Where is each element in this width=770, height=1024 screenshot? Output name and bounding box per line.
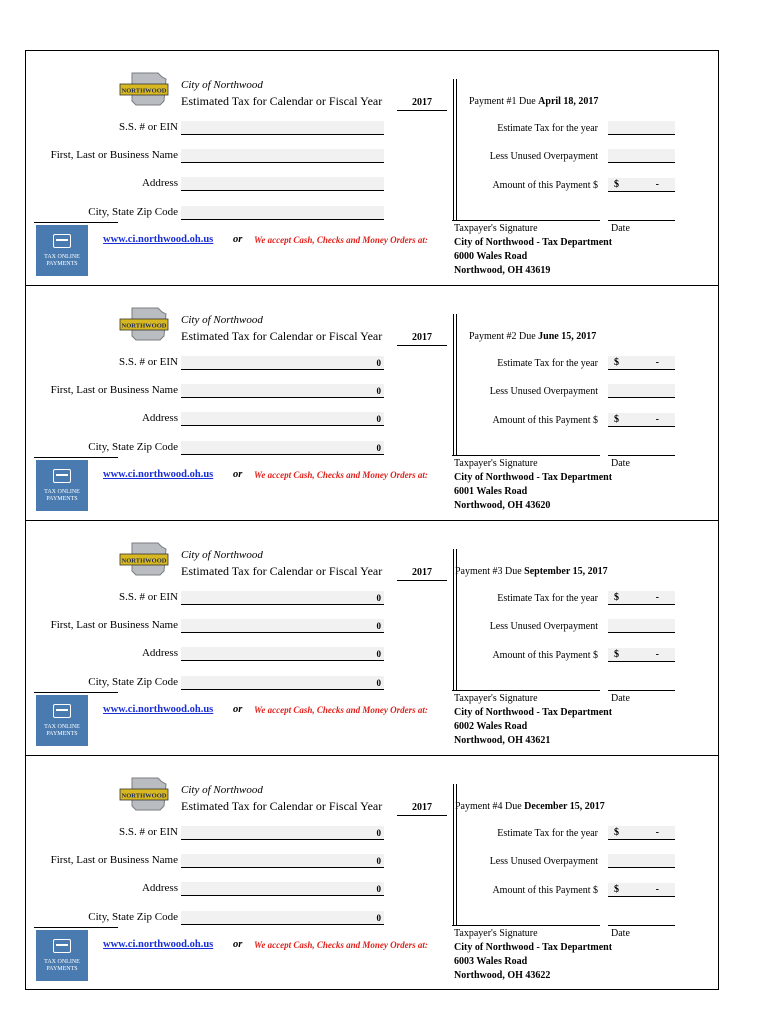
- unused-overpayment-label: Less Unused Overpayment: [489, 621, 598, 632]
- payment-amount-field[interactable]: [608, 413, 675, 427]
- address-field[interactable]: [181, 177, 384, 191]
- tax-online-payments-badge[interactable]: [36, 695, 88, 746]
- date-line[interactable]: [608, 455, 675, 456]
- street-address: 6003 Wales Road: [454, 956, 528, 967]
- address-label: Address: [141, 412, 178, 424]
- city-zip: Northwood, OH 43619: [454, 265, 551, 276]
- amount-dash: -: [655, 884, 659, 895]
- name-field[interactable]: 0: [181, 854, 384, 868]
- badge-text: TAX ONLINE PAYMENTS: [44, 254, 80, 267]
- amount-dash: -: [655, 357, 659, 368]
- northwood-logo-icon: [118, 776, 170, 812]
- payment-due: [455, 566, 608, 577]
- payment-amount-field[interactable]: [608, 883, 675, 897]
- payment-amount-label: Amount of this Payment $: [492, 650, 598, 661]
- city-title: City of Northwood: [181, 549, 263, 561]
- estimated-title: Estimated Tax for Calendar or Fiscal Year: [181, 799, 383, 813]
- unused-overpayment-field[interactable]: [608, 854, 675, 868]
- amount-dash: -: [655, 827, 659, 838]
- payment-due: [469, 96, 598, 107]
- payment-due-date: April 18, 2017: [538, 96, 599, 107]
- payment-amount-label: Amount of this Payment $: [492, 415, 598, 426]
- payment-due-date: June 15, 2017: [538, 331, 597, 342]
- currency-symbol: $: [614, 649, 619, 660]
- signature-label: Taxpayer's Signature: [454, 928, 538, 939]
- currency-symbol: $: [614, 414, 619, 425]
- payment-prefix: Payment #1 Due: [469, 96, 539, 107]
- accept-payment-text: We accept Cash, Checks and Money Orders at:: [254, 940, 428, 950]
- payment-due-date: September 15, 2017: [524, 566, 608, 577]
- northwood-logo-icon: [118, 306, 170, 342]
- ssn-field[interactable]: 0: [181, 591, 384, 605]
- ssn-label: S.S. # or EIN: [119, 591, 178, 603]
- ssn-label: S.S. # or EIN: [119, 826, 178, 838]
- department-name: City of Northwood - Tax Department: [454, 472, 613, 483]
- badge-text: TAX ONLINE PAYMENTS: [44, 724, 80, 737]
- city-state-zip-field[interactable]: 0: [181, 911, 384, 925]
- currency-symbol: $: [614, 592, 619, 603]
- street-address: 6002 Wales Road: [454, 721, 528, 732]
- street-address: 6001 Wales Road: [454, 486, 528, 497]
- payment-coupon: [25, 50, 719, 285]
- or-text: or: [233, 704, 243, 715]
- website-link[interactable]: www.ci.northwood.oh.us: [103, 704, 214, 715]
- city-title: City of Northwood: [181, 784, 263, 796]
- ssn-label: S.S. # or EIN: [119, 121, 178, 133]
- northwood-logo-icon: [118, 541, 170, 577]
- name-label: First, Last or Business Name: [50, 619, 178, 631]
- signature-label: Taxpayer's Signature: [454, 693, 538, 704]
- city-zip: Northwood, OH 43620: [454, 500, 551, 511]
- payment-prefix: Payment #3 Due: [455, 566, 525, 577]
- payment-amount-field[interactable]: [608, 178, 675, 192]
- date-label: Date: [611, 693, 630, 704]
- payment-coupon: [25, 520, 719, 755]
- ssn-field[interactable]: [181, 121, 384, 135]
- unused-overpayment-field[interactable]: [608, 384, 675, 398]
- address-field[interactable]: 0: [181, 647, 384, 661]
- estimate-tax-field[interactable]: [608, 826, 675, 840]
- payment-coupon: [25, 285, 719, 520]
- divider: [34, 692, 118, 693]
- city-state-zip-label: City, State Zip Code: [88, 911, 178, 923]
- date-line[interactable]: [608, 690, 675, 691]
- unused-overpayment-field[interactable]: [608, 619, 675, 633]
- tax-year: 2017: [397, 801, 447, 816]
- estimate-tax-label: Estimate Tax for the year: [497, 828, 598, 839]
- tax-year: 2017: [397, 566, 447, 581]
- city-zip: Northwood, OH 43622: [454, 970, 551, 981]
- signature-line[interactable]: [452, 455, 600, 456]
- unused-overpayment-label: Less Unused Overpayment: [489, 856, 598, 867]
- city-state-zip-label: City, State Zip Code: [88, 676, 178, 688]
- divider: [453, 79, 457, 221]
- payment-due: [469, 331, 596, 342]
- accept-payment-text: We accept Cash, Checks and Money Orders at:: [254, 470, 428, 480]
- tax-year: 2017: [397, 96, 447, 111]
- website-link[interactable]: www.ci.northwood.oh.us: [103, 234, 214, 245]
- logo-text: NORTHWOOD: [121, 322, 167, 330]
- payment-prefix: Payment #4 Due: [455, 801, 525, 812]
- northwood-logo-icon: [118, 71, 170, 107]
- estimate-tax-label: Estimate Tax for the year: [497, 593, 598, 604]
- website-link[interactable]: www.ci.northwood.oh.us: [103, 939, 214, 950]
- payment-due: [455, 801, 605, 812]
- department-name: City of Northwood - Tax Department: [454, 237, 613, 248]
- date-label: Date: [611, 458, 630, 469]
- city-state-zip-label: City, State Zip Code: [88, 441, 178, 453]
- name-field[interactable]: 0: [181, 619, 384, 633]
- unused-overpayment-label: Less Unused Overpayment: [489, 151, 598, 162]
- credit-card-icon: [53, 234, 71, 248]
- credit-card-icon: [53, 939, 71, 953]
- city-state-zip-field[interactable]: 0: [181, 676, 384, 690]
- street-address: 6000 Wales Road: [454, 251, 528, 262]
- amount-dash: -: [655, 414, 659, 425]
- ssn-field[interactable]: 0: [181, 826, 384, 840]
- estimated-title: Estimated Tax for Calendar or Fiscal Year: [181, 94, 383, 108]
- estimate-tax-field[interactable]: [608, 591, 675, 605]
- unused-overpayment-field[interactable]: [608, 149, 675, 163]
- divider: [34, 927, 118, 928]
- currency-symbol: $: [614, 827, 619, 838]
- date-line[interactable]: [608, 220, 675, 221]
- signature-label: Taxpayer's Signature: [454, 458, 538, 469]
- ssn-label: S.S. # or EIN: [119, 356, 178, 368]
- signature-label: Taxpayer's Signature: [454, 223, 538, 234]
- logo-text: NORTHWOOD: [121, 557, 167, 565]
- payment-amount-label: Amount of this Payment $: [492, 885, 598, 896]
- currency-symbol: $: [614, 357, 619, 368]
- currency-symbol: $: [614, 179, 619, 190]
- divider: [453, 314, 457, 456]
- department-name: City of Northwood - Tax Department: [454, 942, 613, 953]
- estimated-title: Estimated Tax for Calendar or Fiscal Year: [181, 329, 383, 343]
- signature-line[interactable]: [452, 690, 600, 691]
- accept-payment-text: We accept Cash, Checks and Money Orders at:: [254, 235, 428, 245]
- estimate-tax-field[interactable]: [608, 121, 675, 135]
- currency-symbol: $: [614, 884, 619, 895]
- payment-coupon: [25, 755, 719, 990]
- name-label: First, Last or Business Name: [50, 854, 178, 866]
- city-title: City of Northwood: [181, 79, 263, 91]
- accept-payment-text: We accept Cash, Checks and Money Orders at:: [254, 705, 428, 715]
- divider: [453, 784, 457, 926]
- city-state-zip-field[interactable]: [181, 206, 384, 220]
- address-label: Address: [141, 647, 178, 659]
- tax-online-payments-badge[interactable]: [36, 225, 88, 276]
- payment-amount-label: Amount of this Payment $: [492, 180, 598, 191]
- website-link[interactable]: www.ci.northwood.oh.us: [103, 469, 214, 480]
- city-zip: Northwood, OH 43621: [454, 735, 551, 746]
- payment-due-date: December 15, 2017: [524, 801, 605, 812]
- estimated-title: Estimated Tax for Calendar or Fiscal Year: [181, 564, 383, 578]
- signature-line[interactable]: [452, 220, 600, 221]
- signature-line[interactable]: [452, 925, 600, 926]
- date-line[interactable]: [608, 925, 675, 926]
- address-label: Address: [141, 177, 178, 189]
- amount-dash: -: [655, 592, 659, 603]
- date-label: Date: [611, 928, 630, 939]
- unused-overpayment-label: Less Unused Overpayment: [489, 386, 598, 397]
- credit-card-icon: [53, 704, 71, 718]
- estimate-tax-field[interactable]: [608, 356, 675, 370]
- estimate-tax-label: Estimate Tax for the year: [497, 358, 598, 369]
- name-field[interactable]: [181, 149, 384, 163]
- ssn-field[interactable]: 0: [181, 356, 384, 370]
- logo-text: NORTHWOOD: [121, 792, 167, 800]
- address-field[interactable]: 0: [181, 412, 384, 426]
- estimate-tax-label: Estimate Tax for the year: [497, 123, 598, 134]
- divider: [453, 549, 457, 691]
- city-state-zip-field[interactable]: 0: [181, 441, 384, 455]
- name-label: First, Last or Business Name: [50, 384, 178, 396]
- amount-dash: -: [655, 179, 659, 190]
- city-title: City of Northwood: [181, 314, 263, 326]
- name-field[interactable]: 0: [181, 384, 384, 398]
- or-text: or: [233, 234, 243, 245]
- department-name: City of Northwood - Tax Department: [454, 707, 613, 718]
- badge-text: TAX ONLINE PAYMENTS: [44, 959, 80, 972]
- amount-dash: -: [655, 649, 659, 660]
- address-field[interactable]: 0: [181, 882, 384, 896]
- tax-online-payments-badge[interactable]: [36, 460, 88, 511]
- name-label: First, Last or Business Name: [50, 149, 178, 161]
- credit-card-icon: [53, 469, 71, 483]
- divider: [34, 222, 118, 223]
- date-label: Date: [611, 223, 630, 234]
- payment-amount-field[interactable]: [608, 648, 675, 662]
- divider: [34, 457, 118, 458]
- address-label: Address: [141, 882, 178, 894]
- payment-prefix: Payment #2 Due: [469, 331, 539, 342]
- or-text: or: [233, 939, 243, 950]
- tax-online-payments-badge[interactable]: [36, 930, 88, 981]
- badge-text: TAX ONLINE PAYMENTS: [44, 489, 80, 502]
- tax-year: 2017: [397, 331, 447, 346]
- logo-text: NORTHWOOD: [121, 87, 167, 95]
- or-text: or: [233, 469, 243, 480]
- city-state-zip-label: City, State Zip Code: [88, 206, 178, 218]
